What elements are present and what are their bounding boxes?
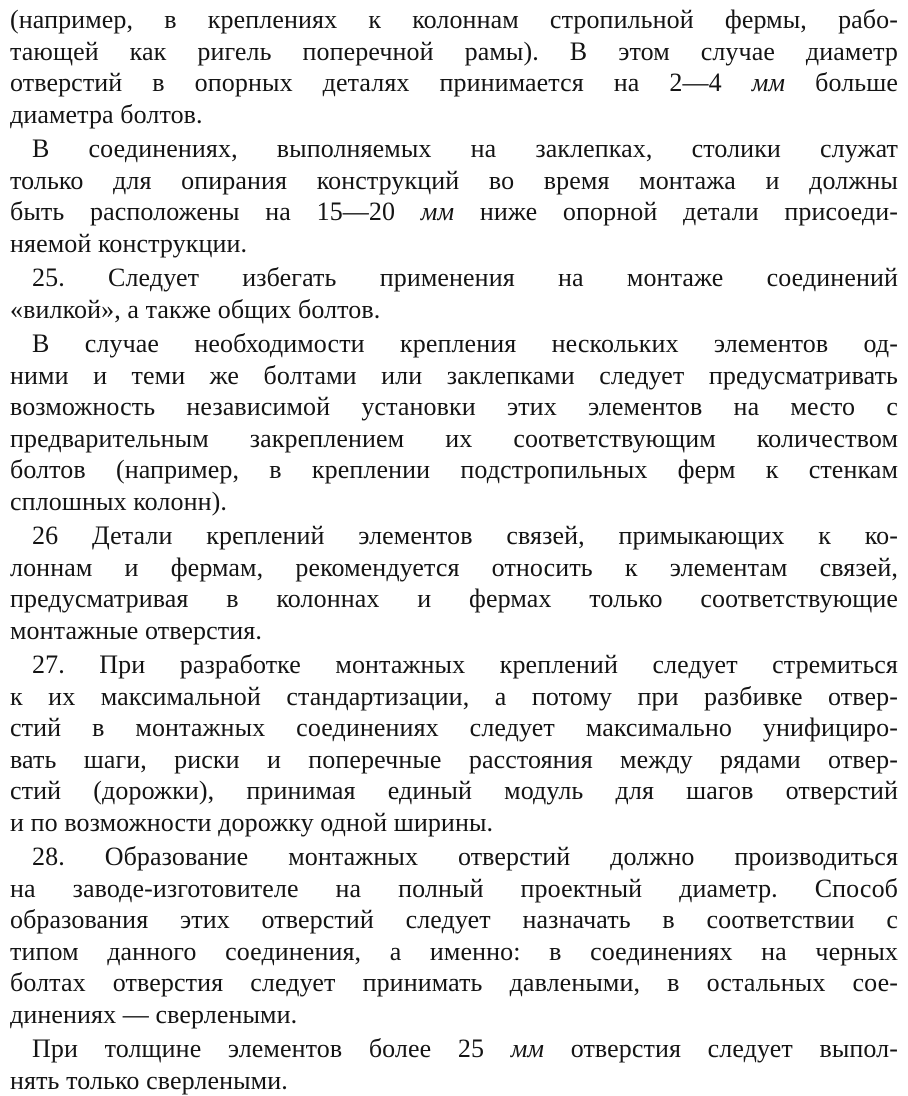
text-line: вать шаги, риски и поперечные расстояния между рядами отвер-	[10, 744, 898, 776]
text-line: сплошных колонн).	[10, 486, 898, 518]
text-line: только для опирания конструкций во время монтажа и должны	[10, 165, 898, 197]
paragraph	[10, 133, 898, 259]
text-line: няемой конструкции.	[10, 228, 898, 260]
text-line: монтажные отверстия.	[10, 615, 898, 647]
text-line: к их максимальной стандартизации, а потому при разбивке отвер-	[10, 681, 898, 713]
text-line: типом данного соединения, а именно: в соединениях на черных	[10, 936, 898, 968]
paragraph	[10, 262, 898, 325]
text-line: При толщине элементов более 25 мм отверстия следует выпол-	[10, 1033, 898, 1065]
paragraph	[10, 841, 898, 1030]
text-line: (например, в креплениях к колоннам стропильной фермы, рабо-	[10, 4, 898, 36]
text-line: диаметра болтов.	[10, 99, 898, 131]
text-line: на заводе-изготовителе на полный проектный диаметр. Способ	[10, 873, 898, 905]
text-line: тающей как ригель поперечной рамы). В этом случае диаметр	[10, 36, 898, 68]
text-line: отверстий в опорных деталях принимается на 2—4 мм больше	[10, 67, 898, 99]
paragraph	[10, 328, 898, 517]
paragraph	[10, 649, 898, 838]
text-line: предусматривая в колоннах и фермах только соответствующие	[10, 583, 898, 615]
text-line: «вилкой», а также общих болтов.	[10, 294, 898, 326]
document-text	[10, 4, 898, 1096]
text-line: динениях — сверлеными.	[10, 999, 898, 1031]
text-line: образования этих отверстий следует назначать в соответствии с	[10, 904, 898, 936]
text-line: 25. Следует избегать применения на монтаже соединений	[10, 262, 898, 294]
text-line: быть расположены на 15—20 мм ниже опорной детали присоеди-	[10, 196, 898, 228]
text-line: возможность независимой установки этих элементов на место с	[10, 391, 898, 423]
paragraph	[10, 1033, 898, 1096]
text-line: и по возможности дорожку одной ширины.	[10, 807, 898, 839]
paragraph	[10, 4, 898, 130]
text-line: стий (дорожки), принимая единый модуль для шагов отверстий	[10, 775, 898, 807]
text-line: 26 Детали креплений элементов связей, примыкающих к ко-	[10, 520, 898, 552]
text-line: лоннам и фермам, рекомендуется относить к элементам связей,	[10, 552, 898, 584]
text-line: 28. Образование монтажных отверстий должно производиться	[10, 841, 898, 873]
text-line: предварительным закреплением их соответствующим количеством	[10, 423, 898, 455]
text-line: болтах отверстия следует принимать давлеными, в остальных сое-	[10, 967, 898, 999]
text-line: болтов (например, в креплении подстропильных ферм к стенкам	[10, 454, 898, 486]
text-line: нять только сверлеными.	[10, 1065, 898, 1096]
text-line: ними и теми же болтами или заклепками следует предусматривать	[10, 360, 898, 392]
text-line: В случае необходимости крепления нескольких элементов од-	[10, 328, 898, 360]
text-line: стий в монтажных соединениях следует максимально унифициро-	[10, 712, 898, 744]
paragraph	[10, 520, 898, 646]
text-line: 27. При разработке монтажных креплений следует стремиться	[10, 649, 898, 681]
text-line: В соединениях, выполняемых на заклепках, столики служат	[10, 133, 898, 165]
